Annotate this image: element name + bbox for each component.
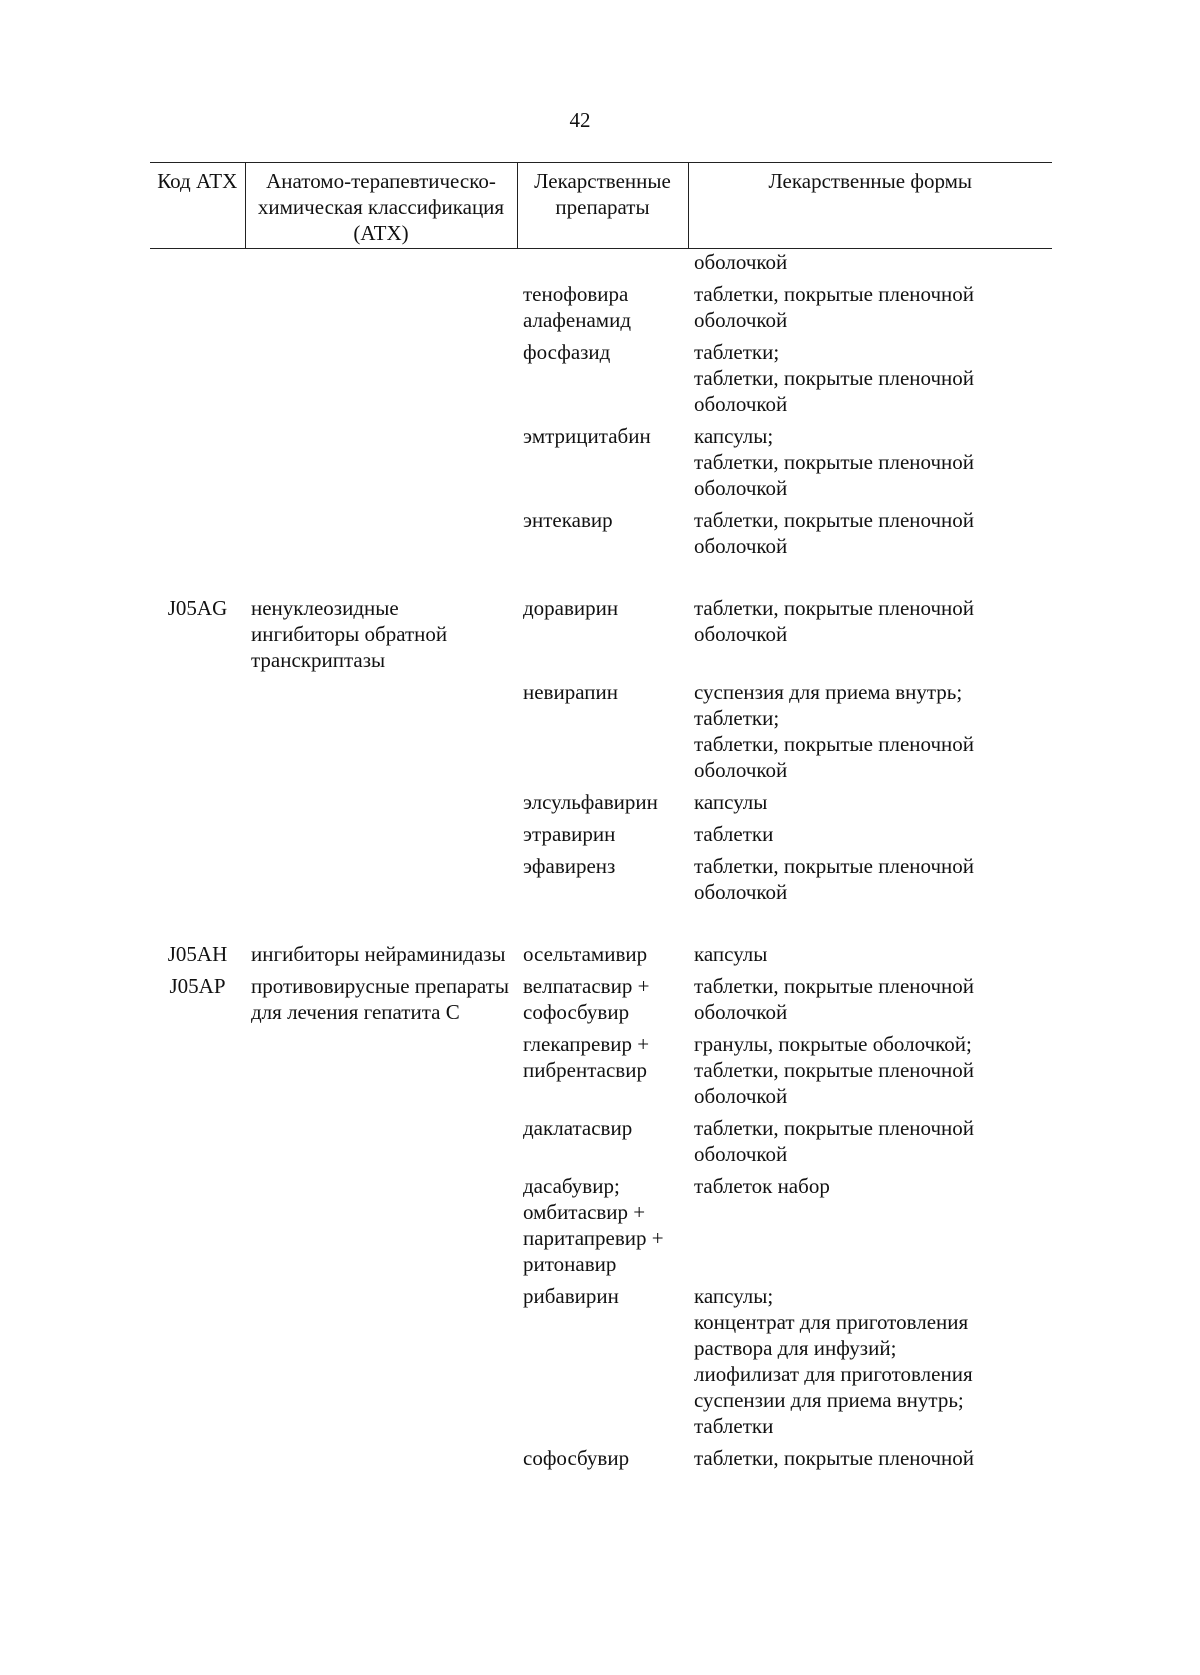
page-number: 42 bbox=[569, 108, 591, 132]
table-row bbox=[150, 1031, 1052, 1115]
dosage-forms-cell: таблетки, покрытые пленочной оболочкой bbox=[694, 854, 975, 904]
dosage-forms-cell: капсулы bbox=[694, 790, 768, 814]
table-header-row bbox=[150, 163, 1052, 249]
classification-cell bbox=[245, 789, 517, 821]
drug-cell: софосбувир bbox=[523, 1446, 630, 1470]
classification-cell bbox=[245, 1031, 517, 1115]
atc-code-cell: J05AG bbox=[167, 596, 228, 620]
atc-code-cell bbox=[150, 679, 245, 789]
drug-cell: эфавиренз bbox=[523, 854, 616, 878]
section-spacer bbox=[150, 565, 1052, 595]
atc-code-cell bbox=[150, 853, 245, 911]
table-row bbox=[150, 679, 1052, 789]
table-row bbox=[150, 941, 1052, 973]
header-classification: Анатомо-терапевтическо-химическая классификация (АТХ) bbox=[245, 163, 517, 249]
classification-cell bbox=[245, 339, 517, 423]
table-row bbox=[150, 423, 1052, 507]
header-atc-code: Код АТХ bbox=[150, 163, 245, 249]
dosage-forms-cell: гранулы, покрытые оболочкой; таблетки, покрытые пленочной оболочкой bbox=[694, 1032, 975, 1108]
drug-cell: невирапин bbox=[523, 680, 618, 704]
table-row bbox=[150, 1283, 1052, 1445]
table-row bbox=[150, 789, 1052, 821]
classification-cell bbox=[245, 281, 517, 339]
dosage-forms-cell: капсулы; таблетки, покрытые пленочной оболочкой bbox=[694, 424, 975, 500]
drug-cell bbox=[517, 249, 688, 282]
atc-code-cell bbox=[150, 1115, 245, 1173]
dosage-forms-cell: таблетки, покрытые пленочной оболочкой bbox=[694, 974, 975, 1024]
drug-cell: тенофовира алафенамид bbox=[523, 282, 632, 332]
table-body bbox=[150, 249, 1052, 1478]
dosage-forms-cell: таблетки, покрытые пленочной оболочкой bbox=[694, 1116, 975, 1166]
classification-cell bbox=[245, 1283, 517, 1445]
dosage-forms-cell: капсулы bbox=[694, 942, 768, 966]
dosage-forms-cell: таблетки, покрытые пленочной оболочкой bbox=[694, 508, 975, 558]
table-row bbox=[150, 973, 1052, 1031]
atc-code-cell bbox=[150, 1445, 245, 1477]
dosage-forms-cell: таблетки bbox=[694, 822, 774, 846]
dosage-forms-cell: капсулы; концентрат для приготовления раствора для инфузий; лиофилизат для приготовления суспензии для приема внутрь; таблетки bbox=[694, 1284, 973, 1438]
atc-code-cell bbox=[150, 1031, 245, 1115]
drug-cell: элсульфавирин bbox=[523, 790, 658, 814]
drug-cell: эмтрицитабин bbox=[523, 424, 651, 448]
table-row bbox=[150, 281, 1052, 339]
drug-cell: велпатасвир + софосбувир bbox=[523, 974, 650, 1024]
table-row bbox=[150, 595, 1052, 679]
drug-cell: дасабувир; омбитасвир + паритапревир + ритонавир bbox=[523, 1174, 664, 1276]
classification-cell bbox=[245, 423, 517, 507]
drug-cell: доравирин bbox=[523, 596, 619, 620]
section-spacer bbox=[150, 911, 1052, 941]
spacer-cell bbox=[150, 911, 1052, 941]
dosage-forms-cell: оболочкой bbox=[694, 250, 788, 274]
dosage-forms-cell: таблетки, покрытые пленочной bbox=[694, 1446, 975, 1470]
atc-code-cell bbox=[150, 1283, 245, 1445]
drug-cell: глекапревир + пибрентасвир bbox=[523, 1032, 650, 1082]
atc-code-cell bbox=[150, 821, 245, 853]
dosage-forms-cell: таблетки, покрытые пленочной оболочкой bbox=[694, 596, 975, 646]
atc-code-cell: J05AP bbox=[169, 974, 226, 998]
header-dosage-forms: Лекарственные формы bbox=[688, 163, 1052, 249]
spacer-cell bbox=[150, 565, 1052, 595]
classification-cell bbox=[245, 821, 517, 853]
table-row bbox=[150, 1115, 1052, 1173]
header-drugs: Лекарственные препараты bbox=[517, 163, 688, 249]
table-row bbox=[150, 1445, 1052, 1477]
classification-cell: ингибиторы нейраминидазы bbox=[251, 942, 506, 966]
drug-cell: осельтамивир bbox=[523, 942, 648, 966]
dosage-forms-cell: таблетки, покрытые пленочной оболочкой bbox=[694, 282, 975, 332]
atc-code-cell bbox=[150, 423, 245, 507]
table-row bbox=[150, 821, 1052, 853]
atc-code-cell bbox=[150, 789, 245, 821]
classification-cell bbox=[245, 679, 517, 789]
atc-code-cell bbox=[150, 281, 245, 339]
drug-cell: этравирин bbox=[523, 822, 616, 846]
table-row bbox=[150, 507, 1052, 565]
table-row bbox=[150, 853, 1052, 911]
classification-cell bbox=[245, 853, 517, 911]
atc-code-cell bbox=[150, 249, 245, 282]
drug-cell: даклатасвир bbox=[523, 1116, 633, 1140]
dosage-forms-cell: таблеток набор bbox=[694, 1174, 830, 1198]
atc-code-cell bbox=[150, 1173, 245, 1283]
dosage-forms-cell: суспензия для приема внутрь; таблетки; таблетки, покрытые пленочной оболочкой bbox=[694, 680, 975, 782]
classification-cell: противовирусные препараты для лечения гепатита С bbox=[251, 974, 509, 1024]
table-row bbox=[150, 339, 1052, 423]
drug-cell: фосфазид bbox=[523, 340, 611, 364]
atc-drug-table bbox=[150, 162, 1052, 1477]
classification-cell bbox=[245, 1173, 517, 1283]
table-row bbox=[150, 249, 1052, 282]
classification-cell bbox=[245, 249, 517, 282]
classification-cell bbox=[245, 1445, 517, 1477]
classification-cell bbox=[245, 1115, 517, 1173]
drug-cell: энтекавир bbox=[523, 508, 613, 532]
drug-cell: рибавирин bbox=[523, 1284, 619, 1308]
classification-cell: ненуклеозидные ингибиторы обратной транскриптазы bbox=[251, 596, 448, 672]
dosage-forms-cell: таблетки; таблетки, покрытые пленочной оболочкой bbox=[694, 340, 975, 416]
atc-code-cell bbox=[150, 339, 245, 423]
classification-cell bbox=[245, 507, 517, 565]
table-row bbox=[150, 1173, 1052, 1283]
atc-code-cell bbox=[150, 507, 245, 565]
atc-code-cell: J05AH bbox=[167, 942, 228, 966]
